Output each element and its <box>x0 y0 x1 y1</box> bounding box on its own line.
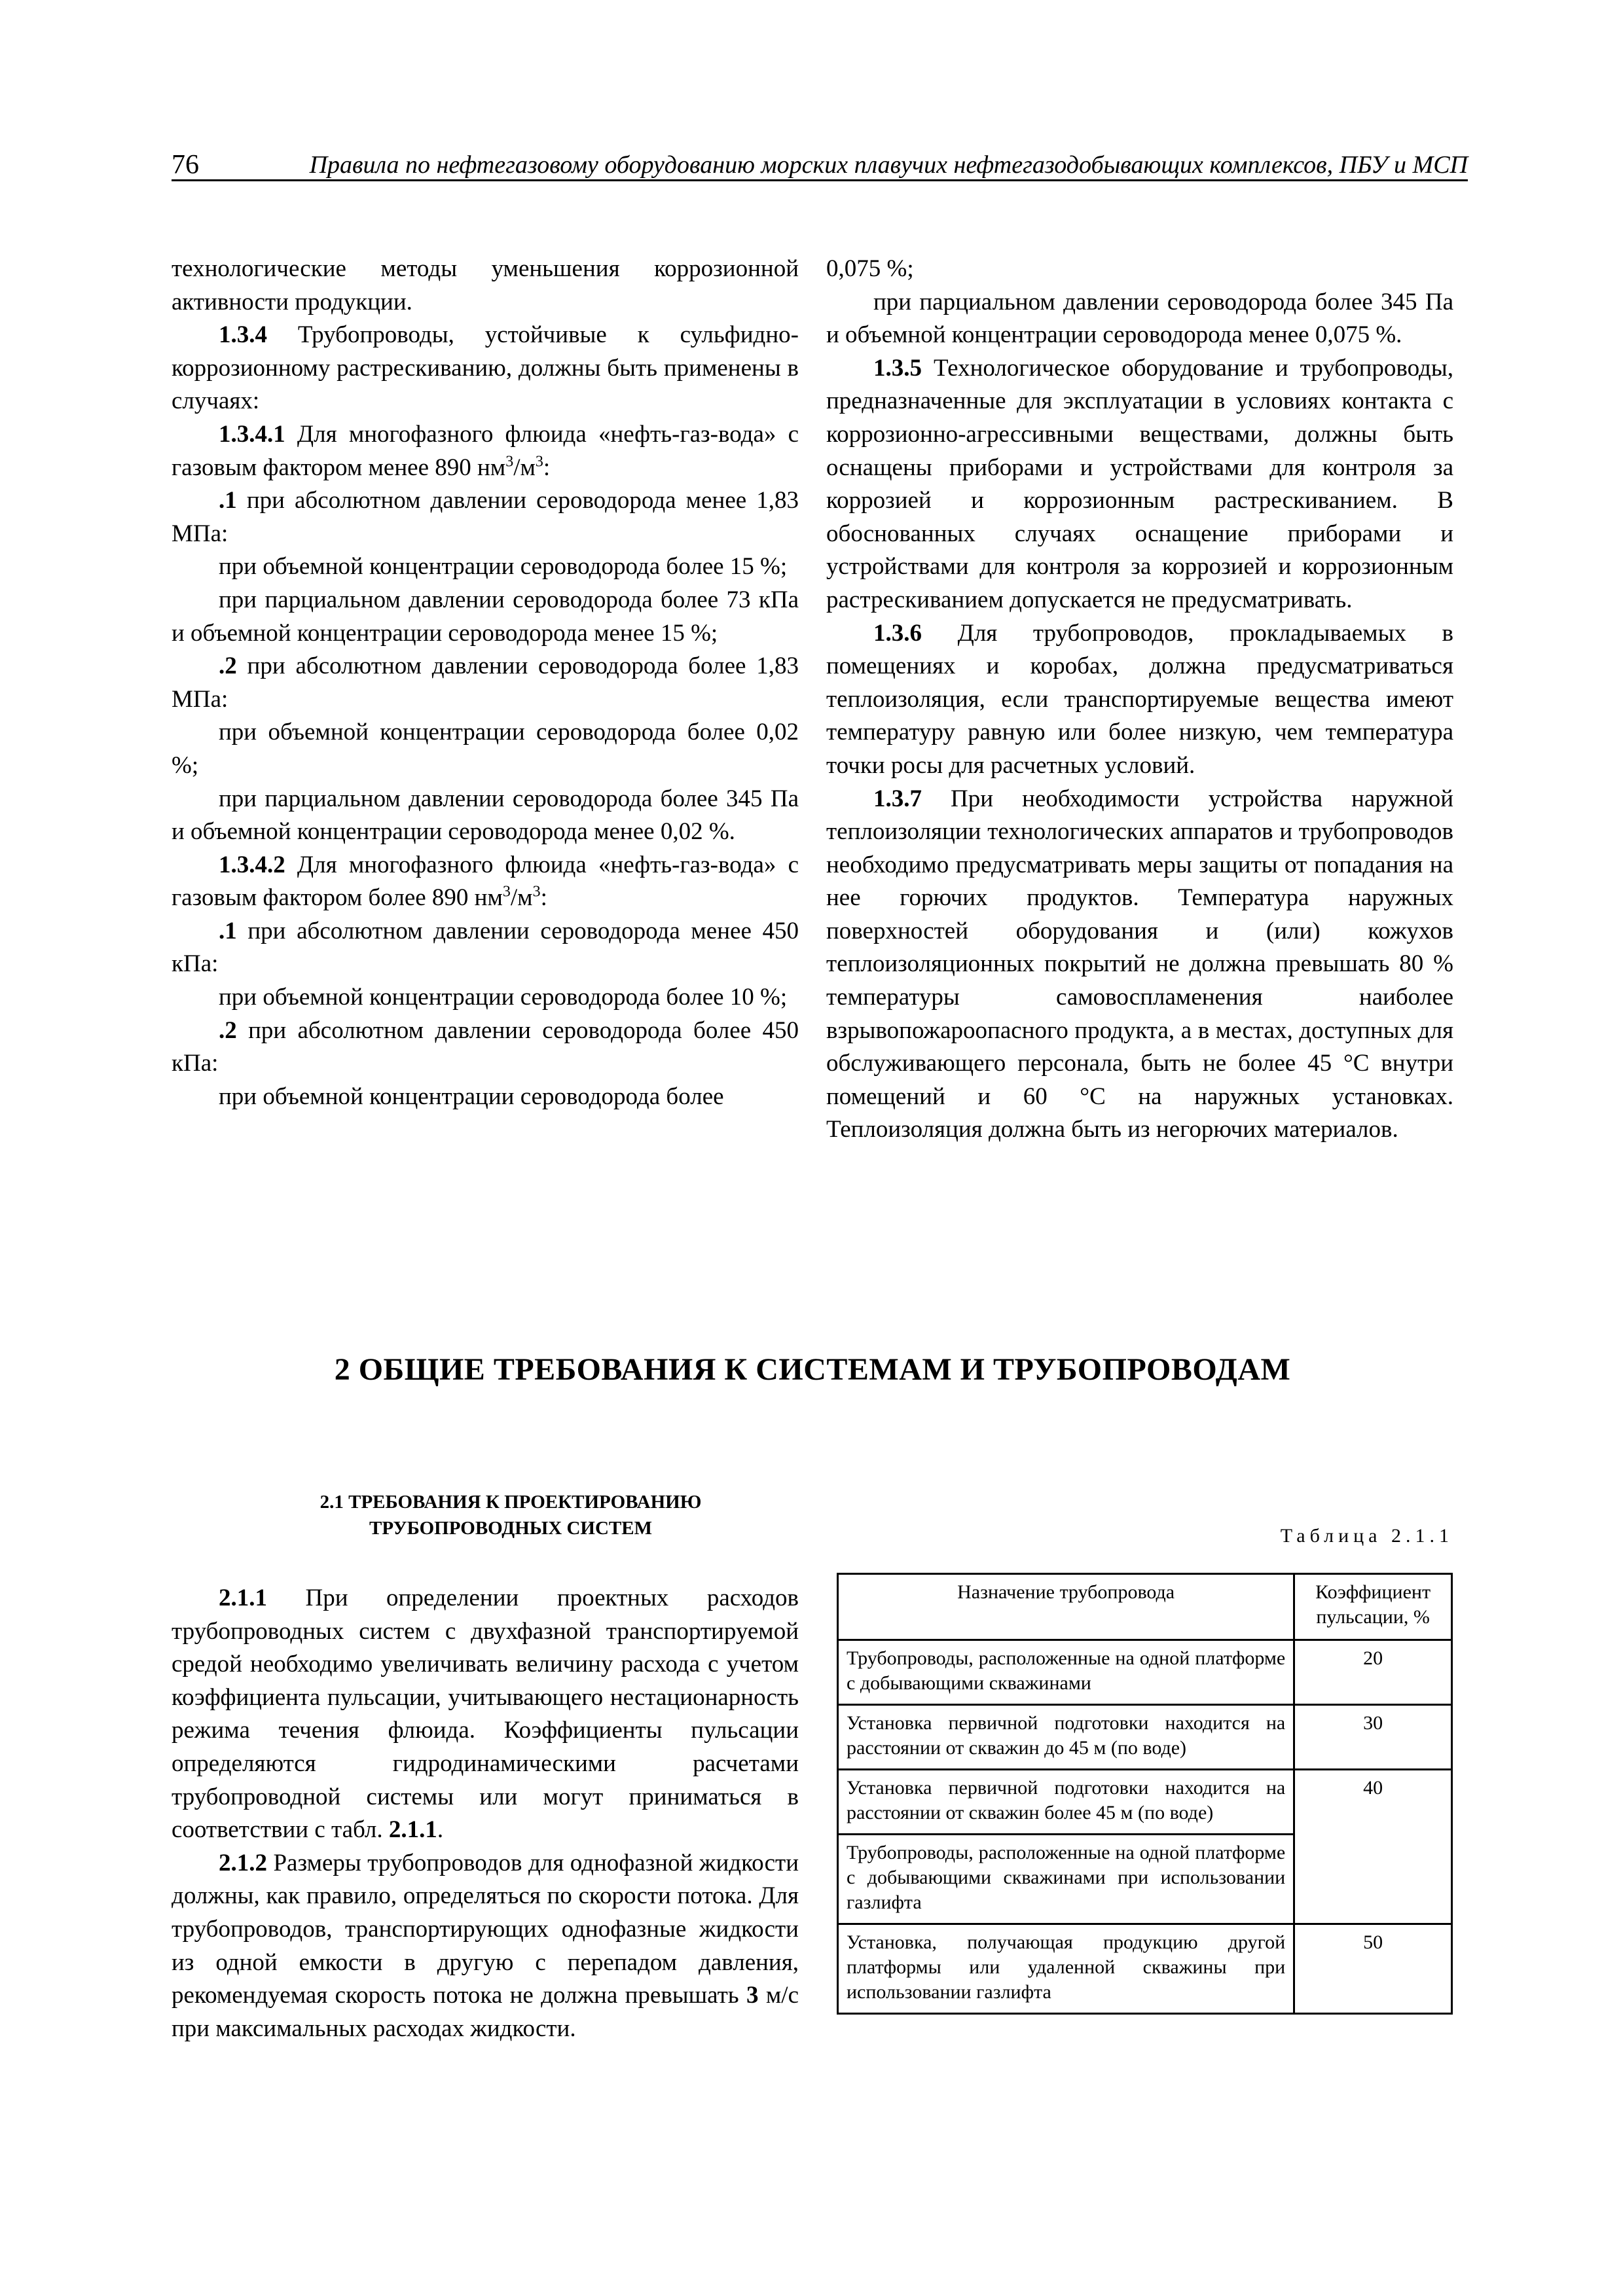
clause-number: 2.1.1 <box>219 1585 267 1611</box>
paragraph: при парциальном давлении сероводорода более 345 Па и объемной концентрации сероводорода менее 0,02 %. <box>172 785 799 846</box>
paragraph: при объемной концентрации сероводорода более 10 %; <box>219 984 788 1011</box>
clause-text: При необходимости устройства наружной теплоизоляции технологических аппаратов и трубопроводов необходимо предусматривать меры защиты от попадания на нее горючих продуктов. Температура наружных поверхностей оборудования и (или) кожухов теплоизоляционных покрытий не должна превышать 80 % температуры самовоспламенения наиболее взрывопожароопасного продукта, а в местах, доступных для обслуживающего персонала, быть не более 45 °С внутри помещений и 60 °С на наружных установках. Теплоизоляция должна быть из негорючих материалов. <box>826 785 1453 1143</box>
clause-2-1-2 <box>172 1847 799 2046</box>
table-cell-purpose: Установка, получающая продукцию другой платформы или удаленной скважины при использовании газлифта <box>838 1924 1294 2014</box>
clause-text: м/с при максимальных расходах жидкости. <box>172 1982 799 2042</box>
pulsation-coefficient-table <box>837 1573 1453 2015</box>
clause-text: Технологическое оборудование и трубопроводы, предназначенные для эксплуатации в условиях контакта с коррозионно-агрессивными веществами, должны быть оснащены приборами и устройствами для контроля за коррозией и коррозионным растрескиванием. В обоснованных случаях оснащение приборами и устройствами для контроля за коррозией и коррозионным растрескиванием допускается не предусматривать. <box>826 354 1453 613</box>
table-cell-purpose: Установка первичной подготовки находится на расстоянии от скважин до 45 м (по воде) <box>838 1705 1294 1770</box>
clause-text: /м <box>513 454 536 481</box>
page-number: 76 <box>172 150 199 180</box>
clause-number: 1.3.4.1 <box>219 420 285 448</box>
item-number: .2 <box>219 653 237 680</box>
clause-1-3-4-2 <box>172 849 799 915</box>
clause-text: : <box>540 884 547 912</box>
column-header-purpose: Назначение трубопровода <box>838 1574 1294 1640</box>
superscript: 3 <box>502 883 511 901</box>
right-column-top <box>826 253 1453 1147</box>
section-title: 2 ОБЩИЕ ТРЕБОВАНИЯ К СИСТЕМАМ И ТРУБОПРОВОДАМ <box>334 1352 1291 1387</box>
table-caption: Таблица 2.1.1 <box>1280 1525 1453 1547</box>
table-cell-purpose: Трубопроводы, расположенные на одной платформе с добывающими скважинами <box>838 1640 1294 1705</box>
table-row <box>838 1640 1452 1705</box>
clause-text: При определении проектных расходов трубопроводных систем с двухфазной транспортируемой средой необходимо увеличивать величину расхода с учетом коэффициента пульсации, учитывающего нестационарность режима течения флюида. Коэффициенты пульсации определяются гидродинамическими расчетами трубопроводной системы или могут приниматься в соответствии с табл. <box>172 1585 799 1844</box>
clause-text: Трубопроводы, устойчивые к сульфидно-коррозионному растрескиванию, должны быть применены в случаях: <box>172 321 799 415</box>
clause-text: /м <box>510 884 533 912</box>
table-row <box>838 1924 1452 2014</box>
table-cell-value: 30 <box>1294 1705 1452 1770</box>
clause-text: Для многофазного флюида «нефть-газ-вода» с газовым фактором более 890 нм <box>172 851 799 912</box>
clause-text: Размеры трубопроводов для однофазной жидкости должны, как правило, определяться по скорости потока. Для трубопроводов, транспортирующих однофазные жидкости из одной емкости в другую с перепадом давления, рекомендуемая скорость потока не должна превышать <box>172 1849 799 2009</box>
clause-number: 1.3.7 <box>873 785 922 812</box>
item-text: при абсолютном давлении сероводорода менее 1,83 МПа: <box>172 487 799 547</box>
item-text: при абсолютном давлении сероводорода более 450 кПа: <box>172 1016 799 1077</box>
table-row <box>838 1770 1452 1835</box>
subsection-title <box>216 1489 805 1541</box>
clause-1-3-7 <box>826 783 1453 1147</box>
clause-1-3-4-1 <box>172 418 799 484</box>
left-column-top <box>172 253 799 1113</box>
paragraph: технологические методы уменьшения коррозионной активности продукции. <box>172 255 799 315</box>
speed-value: 3 <box>746 1982 759 2009</box>
paragraph: 0,075 %; <box>826 255 914 282</box>
table-row <box>838 1705 1452 1770</box>
clause-1-3-6 <box>826 617 1453 783</box>
column-header-coefficient: Коэффициент пульсации, % <box>1294 1574 1452 1640</box>
page-header <box>172 149 1468 181</box>
table-cell-purpose: Установка первичной подготовки находится на расстоянии от скважин более 45 м (по воде) <box>838 1770 1294 1835</box>
paragraph: при парциальном давлении сероводорода более 345 Па и объемной концентрации сероводорода менее 0,075 %. <box>826 288 1453 349</box>
item-2 <box>172 1014 799 1081</box>
superscript: 3 <box>532 883 541 901</box>
table-cell-value: 50 <box>1294 1924 1452 2014</box>
clause-1-3-4 <box>172 319 799 418</box>
clause-text: Для трубопроводов, прокладываемых в помещениях и коробах, должна предусматриваться теплоизоляция, если транспортируемые вещества имеют температуру равную или более низкую, чем температура точки росы для расчетных условий. <box>826 619 1453 779</box>
clause-2-1-1 <box>172 1582 799 1847</box>
item-number: .1 <box>219 487 237 514</box>
table-cell-value: 20 <box>1294 1640 1452 1705</box>
paragraph: при объемной концентрации сероводорода более 0,02 %; <box>172 719 799 779</box>
table-cell-purpose: Трубопроводы, расположенные на одной платформе с добывающими скважинами при использовании газлифта <box>838 1835 1294 1924</box>
running-title: Правила по нефтегазовому оборудованию морских плавучих нефтегазодобывающих комплексов, ПБУ и МСП <box>309 151 1468 179</box>
left-column-bottom <box>172 1582 799 2045</box>
clause-number: 1.3.4.2 <box>219 851 285 878</box>
subsection-title-line: ТРУБОПРОВОДНЫХ СИСТЕМ <box>369 1518 652 1539</box>
table-reference: 2.1.1 <box>388 1816 437 1844</box>
clause-1-3-5 <box>826 352 1453 617</box>
item-2 <box>172 650 799 716</box>
paragraph: при объемной концентрации сероводорода более 15 %; <box>219 553 788 581</box>
item-1 <box>172 915 799 981</box>
paragraph: при парциальном давлении сероводорода более 73 кПа и объемной концентрации сероводорода менее 15 %; <box>172 586 799 647</box>
item-number: .2 <box>219 1016 237 1044</box>
clause-text: . <box>437 1816 444 1844</box>
superscript: 3 <box>505 453 514 471</box>
clause-number: 1.3.4 <box>219 321 267 349</box>
clause-number: 1.3.5 <box>873 354 922 382</box>
table-cell-value: 40 <box>1294 1770 1452 1924</box>
item-text: при абсолютном давлении сероводорода более 1,83 МПа: <box>172 653 799 713</box>
clause-number: 1.3.6 <box>873 619 922 647</box>
item-1 <box>172 484 799 550</box>
paragraph: при объемной концентрации сероводорода более <box>219 1083 724 1110</box>
clause-number: 2.1.2 <box>219 1849 267 1876</box>
table-header-row <box>838 1574 1452 1640</box>
subsection-title-line: 2.1 ТРЕБОВАНИЯ К ПРОЕКТИРОВАНИЮ <box>319 1492 702 1513</box>
clause-text: : <box>543 454 551 481</box>
item-number: .1 <box>219 917 237 944</box>
clause-text: Для многофазного флюида «нефть-газ-вода» с газовым фактором менее 890 нм <box>172 420 799 481</box>
item-text: при абсолютном давлении сероводорода менее 450 кПа: <box>172 917 799 978</box>
superscript: 3 <box>535 453 543 471</box>
